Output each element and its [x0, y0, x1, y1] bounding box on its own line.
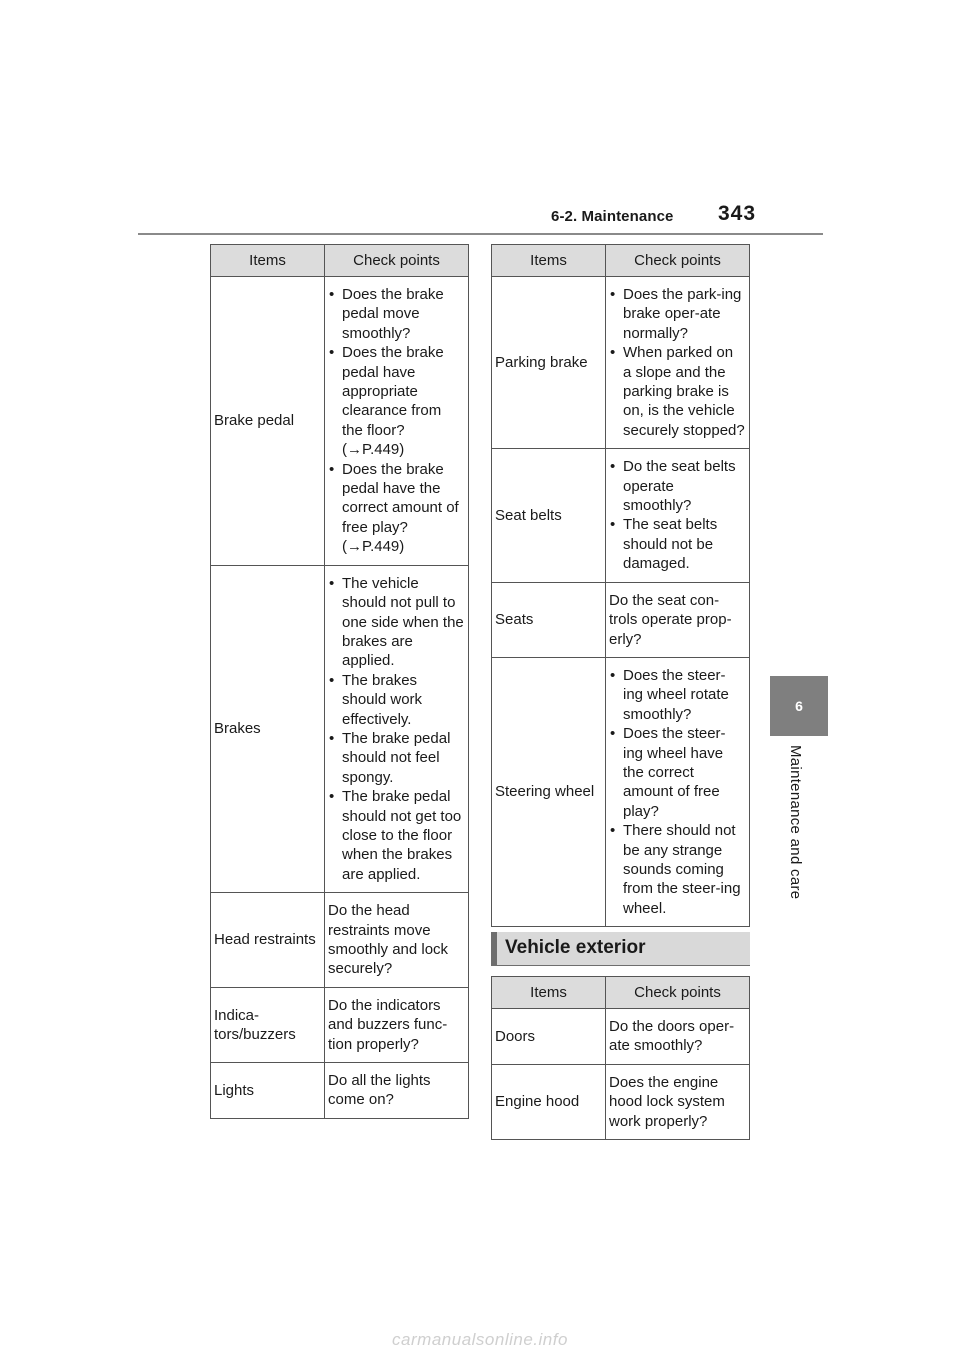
check-points-cell: Do the doors oper-ate smoothly?: [606, 1009, 750, 1065]
item-cell: Brakes: [211, 565, 325, 893]
list-item: • The vehicle should not pull to one side when the brakes are applied.: [328, 574, 464, 671]
table-row: [211, 565, 469, 893]
check-points-cell: Do the indicators and buzzers func-tion properly?: [325, 987, 469, 1062]
check-points-cell: Do all the lights come on?: [325, 1063, 469, 1119]
table-row: [492, 277, 750, 449]
check-list: [328, 574, 464, 885]
table-row: [211, 987, 469, 1062]
list-item: • Does the brake pedal have the correct amount of free play? (→P.449): [328, 460, 464, 557]
list-item: • The seat belts should not be damaged.: [609, 515, 745, 573]
table-row: [492, 1009, 750, 1065]
check-points-cell: Does the engine hood lock system work properly?: [606, 1064, 750, 1139]
list-item: • The brake pedal should not feel spongy.: [328, 729, 464, 787]
item-cell: Steering wheel: [492, 657, 606, 926]
item-cell: Head restraints: [211, 893, 325, 988]
checklist-table-left: [210, 244, 469, 1119]
list-item: • There should not be any strange sounds coming from the steer-ing wheel.: [609, 821, 745, 918]
column-header-items: Items: [492, 977, 606, 1009]
check-points-cell: Do the head restraints move smoothly and lock securely?: [325, 893, 469, 988]
table-row: [211, 893, 469, 988]
check-list: [609, 666, 745, 918]
check-points-cell: [606, 449, 750, 582]
list-item: • The brakes should work effectively.: [328, 671, 464, 729]
check-points-cell: Do the seat con-trols operate prop-erly?: [606, 582, 750, 657]
list-item: • When parked on a slope and the parking brake is on, is the vehicle securely stopped?: [609, 343, 745, 440]
checklist-table-right: [491, 244, 750, 927]
table-row: [492, 1064, 750, 1139]
page-number: 343: [718, 202, 757, 225]
check-list: [609, 285, 745, 440]
column-header-items: Items: [492, 245, 606, 277]
heading-text: Vehicle exterior: [505, 937, 646, 958]
section-title: 6-2. Maintenance: [551, 208, 674, 225]
column-header-check-points: Check points: [606, 245, 750, 277]
table-header-row: [211, 245, 469, 277]
vehicle-exterior-heading: [491, 932, 750, 966]
table-header-row: [492, 977, 750, 1009]
item-cell: Seats: [492, 582, 606, 657]
table-row: [492, 657, 750, 926]
list-item: • Does the park-ing brake oper-ate normally?: [609, 285, 745, 343]
table-header-row: [492, 245, 750, 277]
item-cell: Brake pedal: [211, 277, 325, 566]
column-header-items: Items: [211, 245, 325, 277]
check-list: [328, 285, 464, 557]
chapter-title: Maintenance and care: [787, 745, 804, 900]
exterior-checklist-table: [491, 976, 750, 1140]
check-list: [609, 457, 745, 573]
column-header-check-points: Check points: [606, 977, 750, 1009]
list-item: • The brake pedal should not get too close to the floor when the brakes are applied.: [328, 787, 464, 884]
table-row: [211, 277, 469, 566]
chapter-tab: [770, 676, 828, 736]
item-cell: Lights: [211, 1063, 325, 1119]
chapter-number: 6: [795, 698, 803, 714]
column-header-check-points: Check points: [325, 245, 469, 277]
list-item: • Does the brake pedal move smoothly?: [328, 285, 464, 343]
list-item: • Does the steer-ing wheel rotate smoothly?: [609, 666, 745, 724]
header-divider: [138, 233, 823, 235]
check-points-cell: [606, 277, 750, 449]
item-cell: Seat belts: [492, 449, 606, 582]
item-cell: Parking brake: [492, 277, 606, 449]
item-cell: Engine hood: [492, 1064, 606, 1139]
check-points-cell: [325, 565, 469, 893]
item-cell: Indica-tors/buzzers: [211, 987, 325, 1062]
list-item: • Do the seat belts operate smoothly?: [609, 457, 745, 515]
check-points-cell: [606, 657, 750, 926]
table-row: [492, 582, 750, 657]
check-points-cell: [325, 277, 469, 566]
list-item: • Does the brake pedal have appropriate clearance from the floor? (→P.449): [328, 343, 464, 459]
list-item: • Does the steer-ing wheel have the correct amount of free play?: [609, 724, 745, 821]
table-row: [492, 449, 750, 582]
watermark: carmanualsonline.info: [392, 1330, 568, 1349]
item-cell: Doors: [492, 1009, 606, 1065]
table-row: [211, 1063, 469, 1119]
